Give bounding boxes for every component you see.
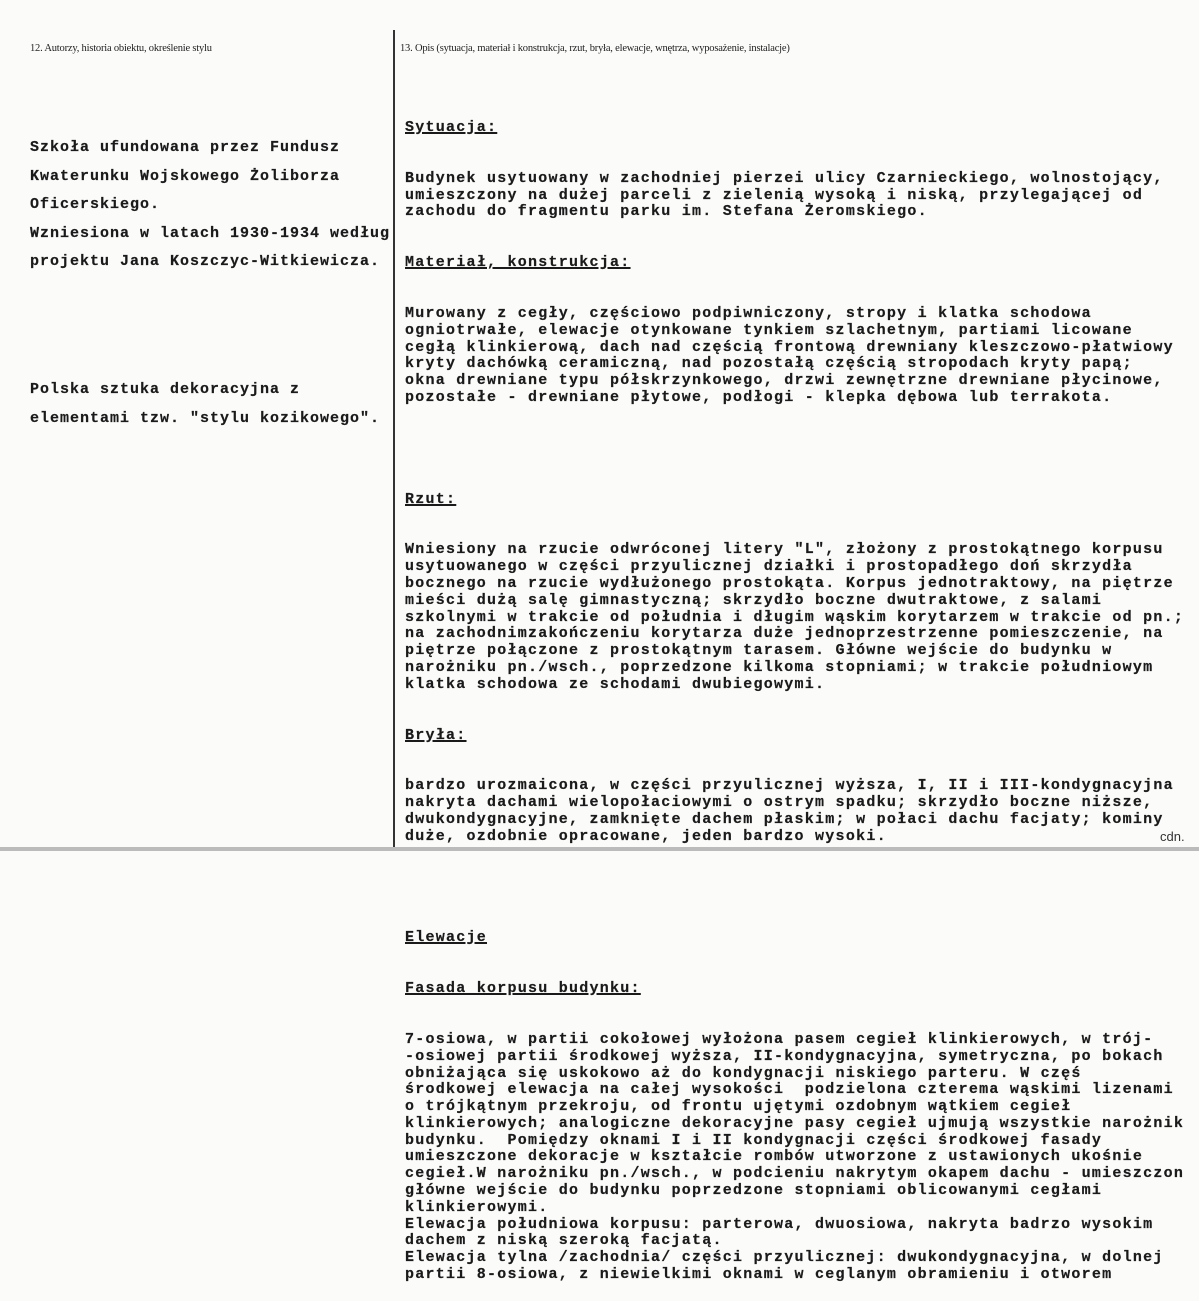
sytuacja-heading: Sytuacja: [405,119,498,136]
text-line: partii 8-osiowa, z niewielkimi oknami w ceglanym obramieniu i otworem [405,1266,1113,1284]
text-line: usytuowanego w części przyulicznej działki i prostopadłego doń skrzydła [405,558,1133,576]
text-line: na zachodnimzakończeniu korytarza duże jednoprzestrzenne pomieszczenie, na [405,625,1164,643]
text-line: nakryta dachami wielopołaciowymi o ostrym spadku; skrzydło boczne niższe, [405,794,1154,812]
authors-paragraph [30,134,390,277]
bryla-heading: Bryła: [405,726,467,744]
text-line: zachodu do fragmentu parku im. Stefana Żeromskiego. [405,203,928,221]
description-column [405,86,1184,1301]
text-line: Elewacja południowa korpusu: parterowa, dwuosiowa, nakryta badrzo wysokim [405,1215,1154,1233]
sytuacja-text [405,171,1184,221]
text-line: obniżająca się uskokowo aż do kondygnacji niskiego parteru. W częś [405,1064,1082,1082]
style-paragraph [30,376,390,433]
text-line: dwukondygnacyjne, zamknięte dachem płaskim; w połaci dachu facjaty; kominy [405,810,1164,828]
text-line: Wzniesiona w latach 1930-1934 według [30,224,391,242]
continuation-mark: cdn. [1160,829,1185,844]
text-line: duże, ozdobnie opracowane, jeden bardzo wysoki. [405,827,887,845]
material-heading: Materiał, konstrukcja: [405,254,631,272]
elewacje-heading: Elewacje [405,929,488,947]
bryla-text [405,778,1184,845]
fasada-subheading: Fasada korpusu budynku: [405,980,641,998]
text-line: klinkierowych; analogiczne dekoracyjne pasy cegieł ujmują wszystkie narożnik [405,1114,1185,1132]
material-text [405,306,1184,407]
text-line: pozostałe - drewniane płytowe, podłogi - klepka dębowa lub terrakota. [405,388,1113,406]
text-line: okna drewniane typu półskrzynkowego, drzwi zewnętrzne drewniane płycinowe, [405,372,1164,390]
text-line: budynku. Pomiędzy oknami I i II kondygnacji części środkowej fasady [405,1131,1103,1149]
text-line: o trójkątnym przekroju, od frontu ujętymi ozdobnym wątkiem cegieł [405,1098,1072,1116]
section-13-header: 13. Opis (sytuacja, materiał i konstrukcja, rzut, bryła, elewacje, wnętrza, wyposażenie, instalacje) [400,43,790,54]
text-line: -osiowej partii środkowej wyższa, II-kondygnacyjna, symetryczna, po bokach [405,1047,1164,1065]
text-line: Wniesiony na rzucie odwróconej litery "L", złożony z prostokątnego korpusu [405,541,1164,559]
authors-history-column [30,100,390,450]
text-line: Elewacja tylna /zachodnia/ części przyulicznej: dwukondygnacyjna, w dolnej [405,1249,1164,1267]
text-line: główne wejście do budynku poprzedzone stopniami oblicowanymi cegłami [405,1182,1103,1200]
text-line: 7-osiowa, w partii cokołowej wyłożona pasem cegieł klinkierowych, w trój- [405,1030,1154,1048]
text-line: szkolnymi w trakcie od południa i długim wąskim korytarzem w trakcie od pn.; [405,608,1185,626]
text-line: dachem z niską szeroką facjatą. [405,1232,723,1250]
text-line: Kwaterunku Wojskowego Żoliborza [30,167,341,185]
text-line: klinkierowymi. [405,1198,549,1216]
section-12-header: 12. Autorzy, historia obiektu, określenie stylu [30,43,212,54]
text-line: piętrze połączone z prostokątnym tarasem. Główne wejście do budynku w [405,642,1113,660]
text-line: środkowej elewacja na całej wysokości podzielona czterema wąskimi lizenami [405,1081,1174,1099]
elewacje-text [405,1032,1184,1284]
text-line: mieści dużą salę gimnastyczną; skrzydło boczne dwutraktowe, z salami [405,591,1103,609]
text-line: bardzo urozmaicona, w części przyulicznej wyższa, I, II i III-kondygnacyjna [405,777,1174,795]
rzut-text [405,542,1184,693]
text-line: ogniotrwałe, elewacje otynkowane tynkiem szlachetnym, partiami licowane [405,321,1133,339]
column-divider [393,30,395,851]
text-line: Oficerskiego. [30,196,161,214]
text-line: projektu Jana Koszczyc-Witkiewicza. [30,253,381,271]
text-line: cegieł.W narożniku pn./wsch., w podcieniu nakrytym okapem dachu - umieszczon [405,1165,1185,1183]
text-line: elementami tzw. "stylu kozikowego". [30,409,381,427]
text-line: klatka schodowa ze schodami dwubiegowymi. [405,675,826,693]
text-line: narożniku pn./wsch., poprzedzone kilkoma stopniami; w trakcie południowym [405,658,1154,676]
scan-edge [0,847,1199,851]
text-line: Murowany z cegły, częściowo podpiwniczony, stropy i klatka schodowa [405,304,1092,322]
text-line: cegłą klinkierową, dach nad częścią frontową drewniany kleszczowo-płatwiowy [405,338,1174,356]
text-line: bocznego na rzucie wydłużonego prostokąta. Korpus jednotraktowy, na piętrze [405,574,1174,592]
text-line: Budynek usytuowany w zachodniej pierzei ulicy Czarnieckiego, wolnostojący, [405,169,1164,187]
text-line: Szkoła ufundowana przez Fundusz [30,139,341,156]
rzut-heading: Rzut: [405,490,457,508]
text-line: kryty dachówką ceramiczną, nad pozostałą częścią stropodach kryty papą; [405,355,1133,373]
text-line: umieszczony na dużej parceli z zielenią wysoką i niską, przylegającej od [405,186,1144,204]
text-line: Polska sztuka dekoracyjna z [30,380,301,398]
text-line: umieszczone dekoracje w kształcie rombów utworzone z ustawionych ukośnie [405,1148,1144,1166]
